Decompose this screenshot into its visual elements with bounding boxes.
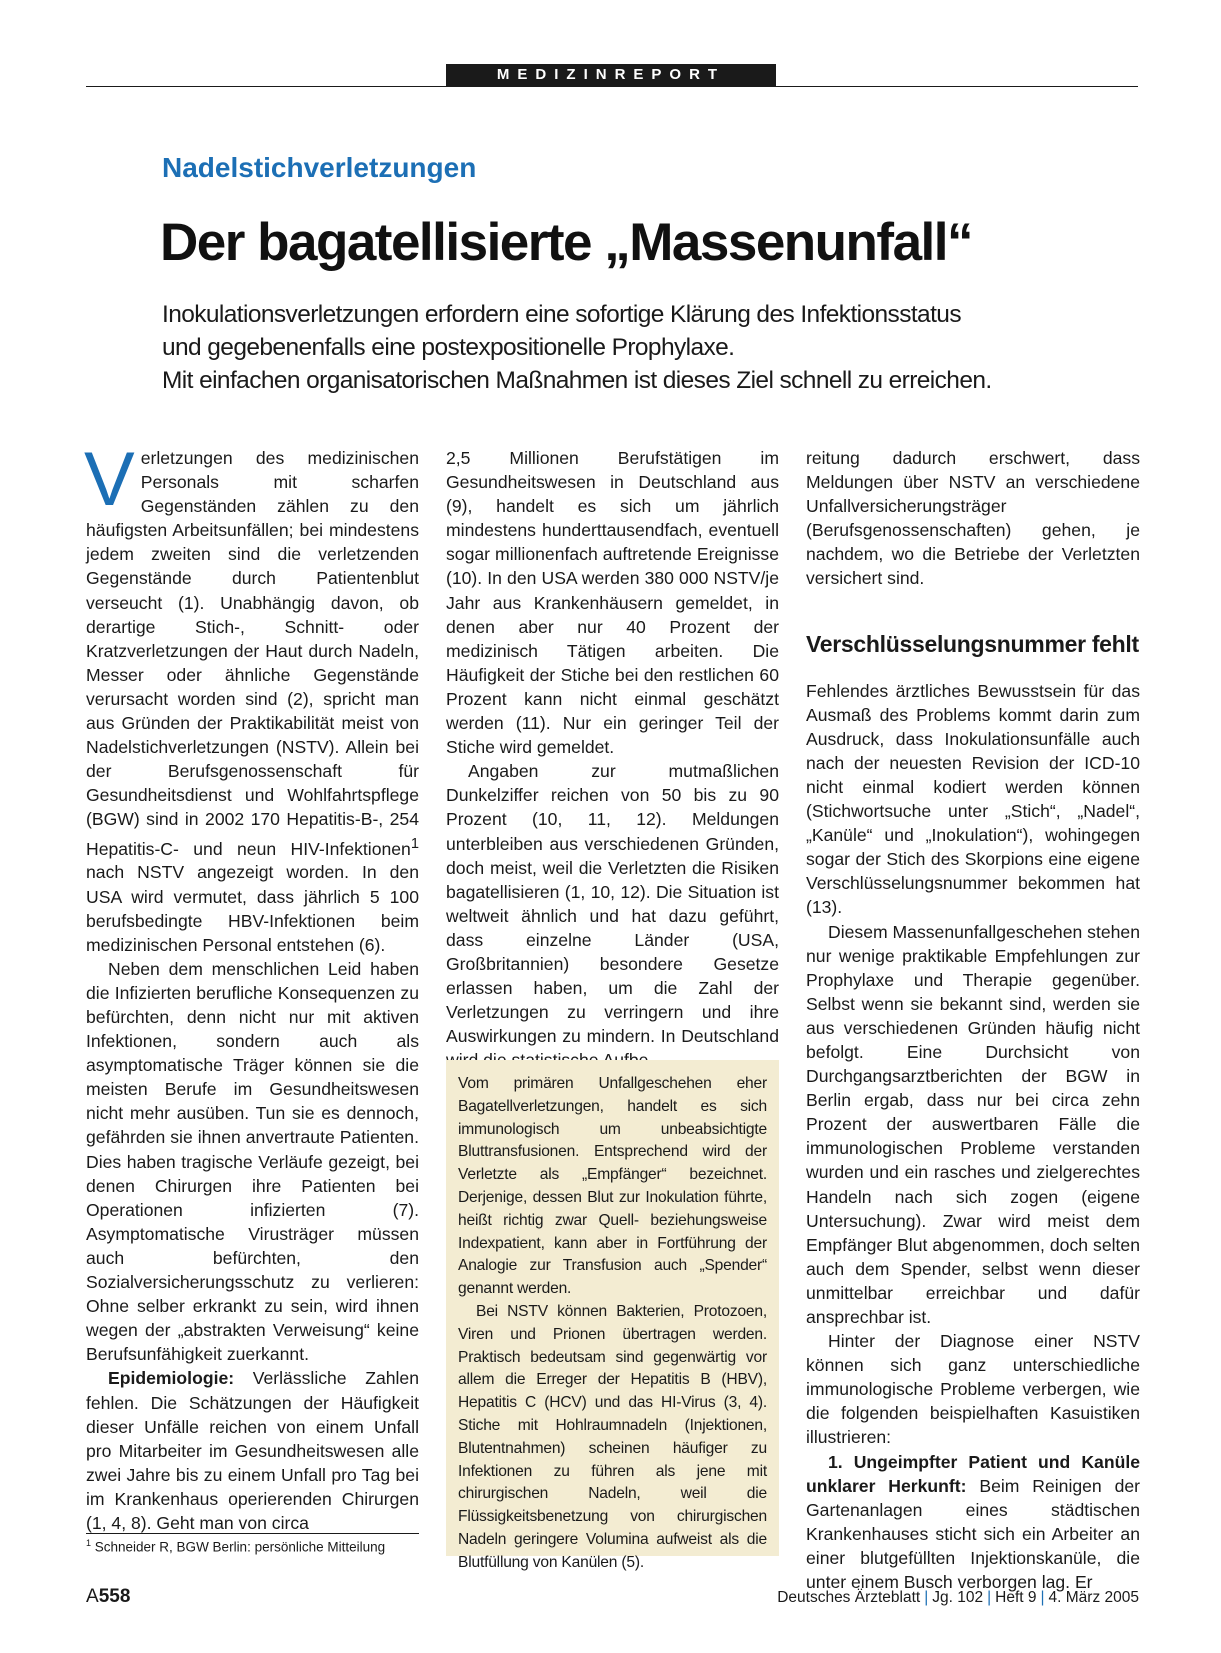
column-2 — [446, 446, 779, 1072]
header-rule — [86, 86, 1138, 87]
page-number — [86, 1586, 130, 1608]
footnote — [86, 1538, 385, 1555]
footnote-rule — [86, 1533, 419, 1534]
footnote-text: Schneider R, BGW Berlin: persönliche Mitteilung — [91, 1539, 386, 1555]
subheading: Verschlüsselungsnummer fehlt — [806, 630, 1139, 657]
col3-paragraph-2: Fehlendes ärztliches Bewusstsein für das Ausmaß des Problems kommt darin zum Ausdruck, dass Inokulationsunfälle auch nach der neuesten Revision der ICD-10 nicht einmal kodiert werden können (Stichwortsuche unter „Stich“, „Nadel“, „Kanüle“ und „Inokulation“), wohingegen sogar der Stich des Skorpions eine eigene Verschlüsselungsnummer bekommen hat (13). — [806, 680, 1140, 918]
col3-paragraph-5 — [806, 1450, 1140, 1595]
infobox-text — [446, 1060, 779, 1575]
column-1 — [84, 437, 419, 1535]
col1-p3-text: Verlässliche Zahlen fehlen. Die Schätzungen der Häufigkeit dieser Unfälle reichen von einem Unfall pro Mitarbeiter im Gesundheitswesen alle zwei Jahre bis zu einem Unfall pro Tag bei im Krankenhaus operierenden Chirurgen (1, 4, 8). Geht man von circa — [86, 1368, 419, 1533]
infobox-paragraph-1: Vom primären Unfallgeschehen eher Bagatellverletzungen, handelt es sich immunologisch um unbeabsichtigte Bluttransfusionen. Entsprechend wird der Verletzte als „Empfänger“ bezeichnet. Derjenige, dessen Blut zur Inokulation führte, heißt richtig zwar Quell- beziehungsweise Indexpatient, kann aber in Fortführung der Analogie zur Transfusion auch „Spender“ genannt werden. — [458, 1075, 767, 1298]
dropcap: V — [84, 437, 135, 522]
journal-date: 4. März 2005 — [1048, 1589, 1139, 1606]
col2-paragraph-1: 2,5 Millionen Berufstätigen im Gesundheitswesen in Deutschland aus (9), handelt es sich um jährlich mindestens hunderttausendfach, eventuell sogar millionenfach auftretende Ereignisse (10). In den USA werden 380 000 NSTV/je Jahr aus Krankenhäusern gemeldet, in denen aber nur 40 Prozent der medizinisch Tätigen arbeiten. Die Häufigkeit der Stiche bei den restlichen 60 Prozent kann nicht einmal geschätzt werden (11). Nur ein geringer Teil der Stiche wird gemeldet. — [446, 448, 779, 758]
epidemiologie-label: Epidemiologie: — [108, 1368, 235, 1389]
col1-paragraph-1 — [84, 437, 419, 957]
separator: | — [924, 1589, 929, 1606]
page-number-value: 558 — [98, 1586, 131, 1607]
case-1-label: 1. Ungeimpfter Patient und Kanüle unklarer Herkunft: — [806, 1451, 1140, 1496]
col2-paragraph-2: Angaben zur mutmaßlichen Dunkelziffer reichen von 50 bis zu 90 Prozent (10, 11, 12). Meldungen unterbleiben aus verschiedenen Gründen, doch meist, weil die Verletzten die Risiken bagatellisieren (1, 10, 12). Die Situation ist weltweit ähnlich und hat dazu geführt, dass einzelne Länder (USA, Großbritannien) besondere Gesetze erlassen haben, um die Zahl der Verletzungen zu verringern und ihre Auswirkungen zu mindern. In Deutschland — [446, 761, 779, 1047]
footnote-mark: 1 — [86, 1538, 92, 1548]
separator: | — [987, 1589, 992, 1606]
col3-paragraph-3: Diesem Massenunfallgeschehen stehen nur wenige praktikable Empfehlungen zur Prophylaxe und Therapie gegenüber. Selbst wenn sie bekannt sind, werden sie aus verschiedenen Gründen häufig nicht befolgt. Eine Durchsicht von Durchgangsarztberichten der BGW in Berlin ergab, dass nur bei circa zehn Prozent der auswertbaren Fälle die immunologischen Probleme verstanden wurden und ein rasches und zielgerechtes Handeln nach sich zogen (eigene Untersuchung). Zwar wird meist dem Empfänger Blut abgenommen, doch selten auch dem Spender, selbst wenn dieser unmittelbar erreichbar und dafür ansprechbar ist. — [806, 921, 1140, 1327]
separator: | — [1040, 1589, 1045, 1606]
lead-line-2: und gegebenenfalls eine postexpositionelle Prophylaxe. — [162, 334, 735, 361]
col3-paragraph-4: Hinter der Diagnose einer NSTV können sich ganz unterschiedliche immunologische Probleme verbergen, wie die folgenden beispielhaften Kasuistiken illustrieren: — [806, 1331, 1140, 1448]
col3-p5-text: Beim Reinigen der Gartenanlagen eines städtischen Krankenhauses sticht sich ein Arbeiter an einer blutgefüllten Injektionskanüle, die unter einem Busch verborgen lag. Er — [806, 1475, 1141, 1593]
page-prefix: A — [86, 1586, 99, 1607]
article-lead — [162, 298, 1102, 397]
col1-p1-end: nach NSTV angezeigt worden. In den USA wird vermutet, dass jährlich 5 100 berufsbedingte HBV-Infektionen beim medizinischen Personal entstehen (6). — [86, 862, 419, 955]
article-headline: Der bagatellisierte „Massenunfall“ — [160, 213, 973, 272]
infobox-paragraph-2: Bei NSTV können Bakterien, Protozoen, Viren und Prionen übertragen werden. Praktisch bedeutsam sind gegenwärtig vor allem die Erreger der Hepatitis B (HBV), Hepatitis C (HCV) und das HI-Virus (3, 4). Stiche mit Hohlraumnadeln (Injektionen, Blutentnahmen) scheinen häufiger zu Infektionen zu führen als jene mit chirurgischen Nadeln, weil die Flüssigkeitsbenetzung von chirurgischen Nadeln geringere Volumina aufweist als die Blutfüllung von Kanülen (5). — [458, 1302, 767, 1571]
journal-volume: Jg. 102 — [932, 1589, 984, 1606]
infobox — [446, 1060, 779, 1571]
lead-line-1: Inokulationsverletzungen erfordern eine sofortige Klärung des Infektionsstatus — [162, 301, 961, 328]
journal-info — [777, 1589, 1139, 1607]
lead-line-3: Mit einfachen organisatorischen Maßnahmen ist dieses Ziel schnell zu erreichen. — [162, 367, 992, 394]
col1-p1-text: erletzungen des medizinischen Personals mit scharfen Gegenständen zählen zu den häufigsten Arbeitsunfällen; bei mindestens jedem zweiten sind die verletzenden Gegenstände durch Patientenblut verseucht (1). Unabhängig davon, ob derartige Stich-, Schnitt- oder Kratzverletzungen der Haut durch Nadeln, Messer oder ähnliche Gegenstände verursacht worden sind (2), spricht man aus Gründen der Praktikabilität meist von Nadelstichverletzungen (NSTV). Allein bei der Berufsgenossenschaft für Gesundheitsdienst und Wohlfahrtspflege (BGW) sind in 2002 170 Hepatitis-B-, 254 Hepatitis-C- und neun HIV-Infektionen — [86, 448, 419, 859]
journal-issue: Heft 9 — [995, 1589, 1037, 1606]
col1-paragraph-3 — [86, 1366, 419, 1535]
journal-name: Deutsches Ärzteblatt — [777, 1589, 921, 1606]
col1-paragraph-2: Neben dem menschlichen Leid haben die Infizierten berufliche Konsequenzen zu befürchten, denn nicht nur mit aktiven Infektionen, sondern auch als asymptomatische Träger können sie die meisten Berufe im Gesundheitswesen nicht mehr ausüben. Tun sie es dennoch, gefährden sie ihnen anvertraute Patienten. Dies haben tragische Verläufe gezeigt, bei denen Chirurgen ihre Patienten bei Operationen infizierten (7). Asymptomatische Virusträger müssen auch befürchten, den Sozialversicherungsschutz zu verlieren: Ohne selber erkrankt zu sein, wird ihnen wegen der „abstrakten Verweisung“ keine Berufsunfähigkeit zuerkannt. — [86, 958, 419, 1365]
section-tag: MEDIZINREPORT — [446, 64, 776, 86]
col3-paragraph-1: reitung dadurch erschwert, dass Meldungen über NSTV an verschiedene Unfallversicherungsträger (Berufsgenossenschaften) gehen, je nachdem, wo die Betriebe der Verletzten versichert sind. — [806, 448, 1140, 589]
column-3 — [806, 446, 1140, 1594]
footnote-ref: 1 — [410, 835, 419, 852]
article-kicker: Nadelstichverletzungen — [162, 152, 477, 183]
